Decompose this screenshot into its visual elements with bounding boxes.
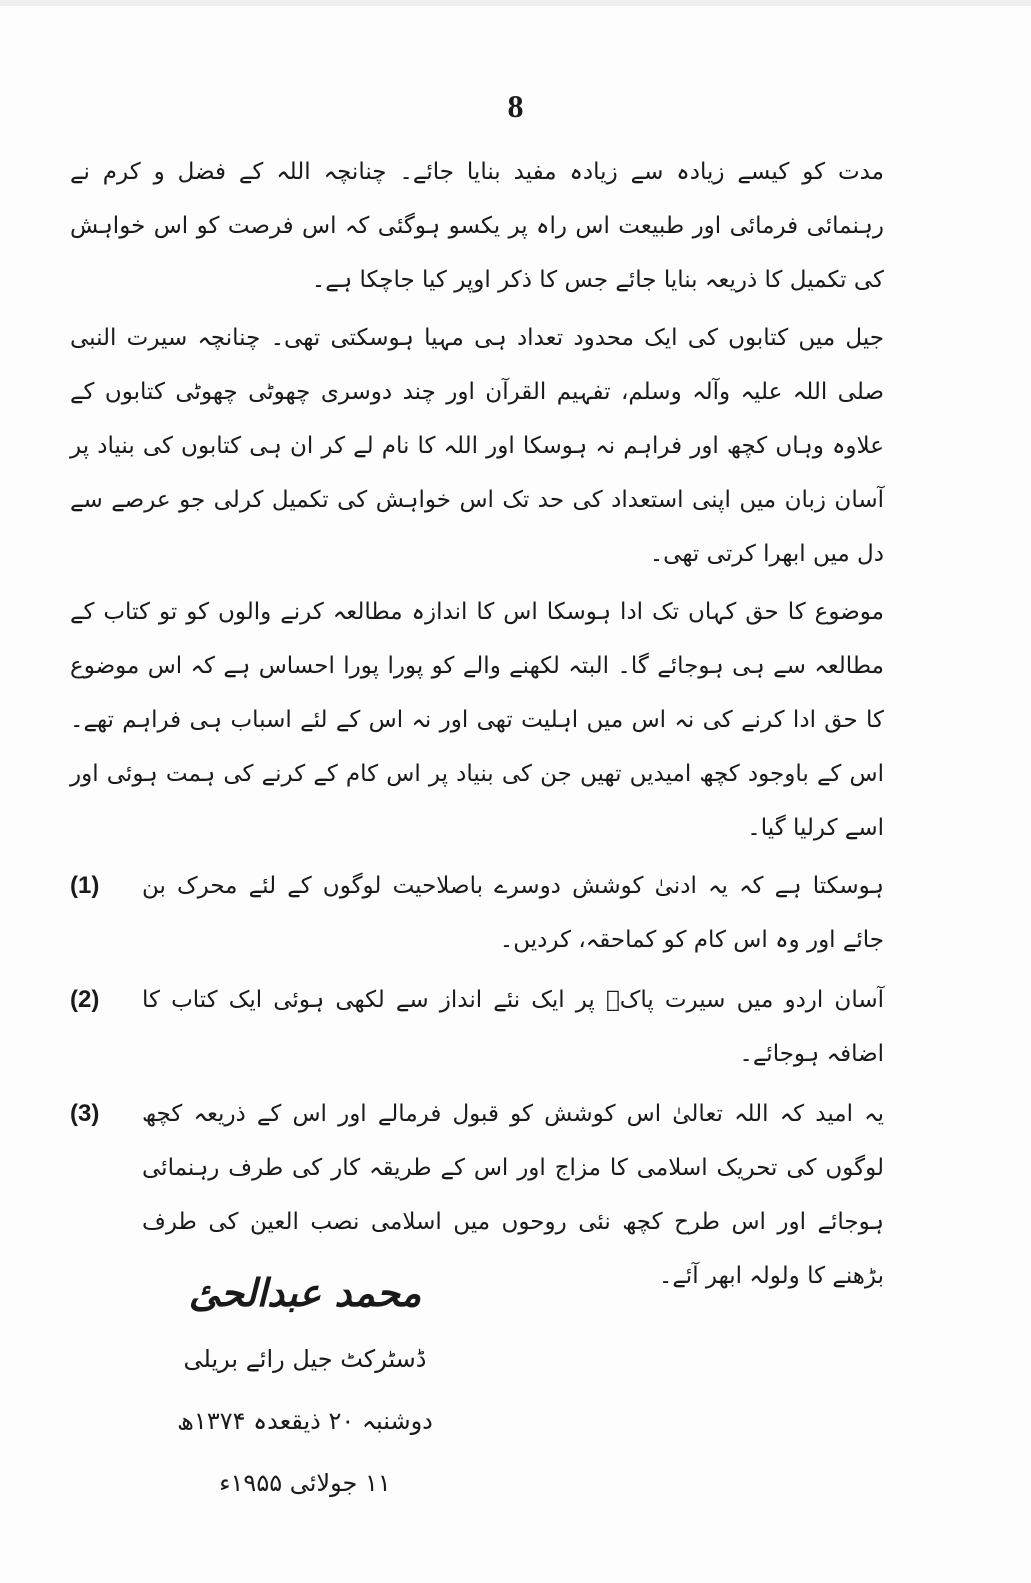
signature-hijri-date: دوشنبہ ۲۰ ذیقعدہ ۱۳۷۴ھ	[177, 1407, 433, 1435]
hopes-list	[70, 859, 884, 1303]
list-item-number: (2)	[70, 986, 100, 1013]
signature-location: ڈسٹرکٹ جیل رائے بریلی	[183, 1345, 427, 1373]
list-item-text: آسان اردو میں سیرت پاکؐ پر ایک نئے انداز سے لکھی ہوئی ایک کتاب کا اضافہ ہوجائے۔	[142, 987, 884, 1067]
list-item-text: یہ امید کہ اللہ تعالیٰ اس کوشش کو قبول فرمالے اور اس کے ذریعہ کچھ لوگوں کی تحریک اسلامی کا مزاج اور اس کے طریقہ کار کی طرف رہنمائی ہوجائے اور اس طرح کچھ نئی روحوں میں اسلامی نصب العین کی طرف بڑھنے کا ولولہ ابھر آئے۔	[142, 1101, 884, 1289]
list-item-number: (1)	[70, 872, 100, 899]
paragraph-1: مدت کو کیسے زیادہ سے زیادہ مفید بنایا جائے۔ چنانچہ اللہ کے فضل و کرم نے رہنمائی فرمائی اور طبیعت اس راہ پر یکسو ہوگئی کہ اس فرصت کو اس خواہش کی تکمیل کا ذریعہ بنایا جائے جس کا ذکر اوپر کیا جاچکا ہے۔	[70, 159, 884, 293]
signature-block	[140, 1258, 470, 1514]
list-item	[70, 973, 884, 1081]
author-signature: محمد عبدالحیٔ	[188, 1270, 422, 1315]
body-text	[70, 145, 884, 1309]
list-item-text: ہوسکتا ہے کہ یہ ادنیٰ کوشش دوسرے باصلاحیت لوگوں کے لئے محرک بن جائے اور وہ اس کام کو کماحقہ، کردیں۔	[142, 873, 884, 953]
page-number: 8	[507, 88, 524, 124]
paragraph-3: موضوع کا حق کہاں تک ادا ہوسکا اس کا اندازہ مطالعہ کرنے والوں کو تو کتاب کے مطالعہ سے ہی ہوجائے گا۔ البتہ لکھنے والے کو پورا پورا احساس ہے کہ اس موضوع کا حق ادا کرنے کی نہ اس میں اہلیت تھی اور نہ اس کے لئے اسباب ہی فراہم تھے۔ اس کے باوجود کچھ امیدیں تھیں جن کی بنیاد پر اس کام کے کرنے کی ہمت ہوئی اور اسے کرلیا گیا۔	[70, 599, 884, 841]
signature-gregorian-date: ۱۱ جولائی ۱۹۵۵ء	[219, 1469, 391, 1497]
list-item-number: (3)	[70, 1100, 100, 1127]
paragraph-2: جیل میں کتابوں کی ایک محدود تعداد ہی مہیا ہوسکتی تھی۔ چنانچہ سیرت النبی صلی اللہ علیہ وآلہ وسلم، تفہیم القرآن اور چند دوسری چھوٹی چھوٹی کتابوں کے علاوہ وہاں کچھ اور فراہم نہ ہوسکا اور اللہ کا نام لے کر ان ہی کتابوں کی بنیاد پر آسان زبان میں اپنی استعداد کی حد تک اس خواہش کی تکمیل کرلی جو عرصے سے دل میں ابھرا کرتی تھی۔	[70, 325, 884, 567]
list-item	[70, 859, 884, 967]
scan-edge	[0, 0, 1031, 6]
